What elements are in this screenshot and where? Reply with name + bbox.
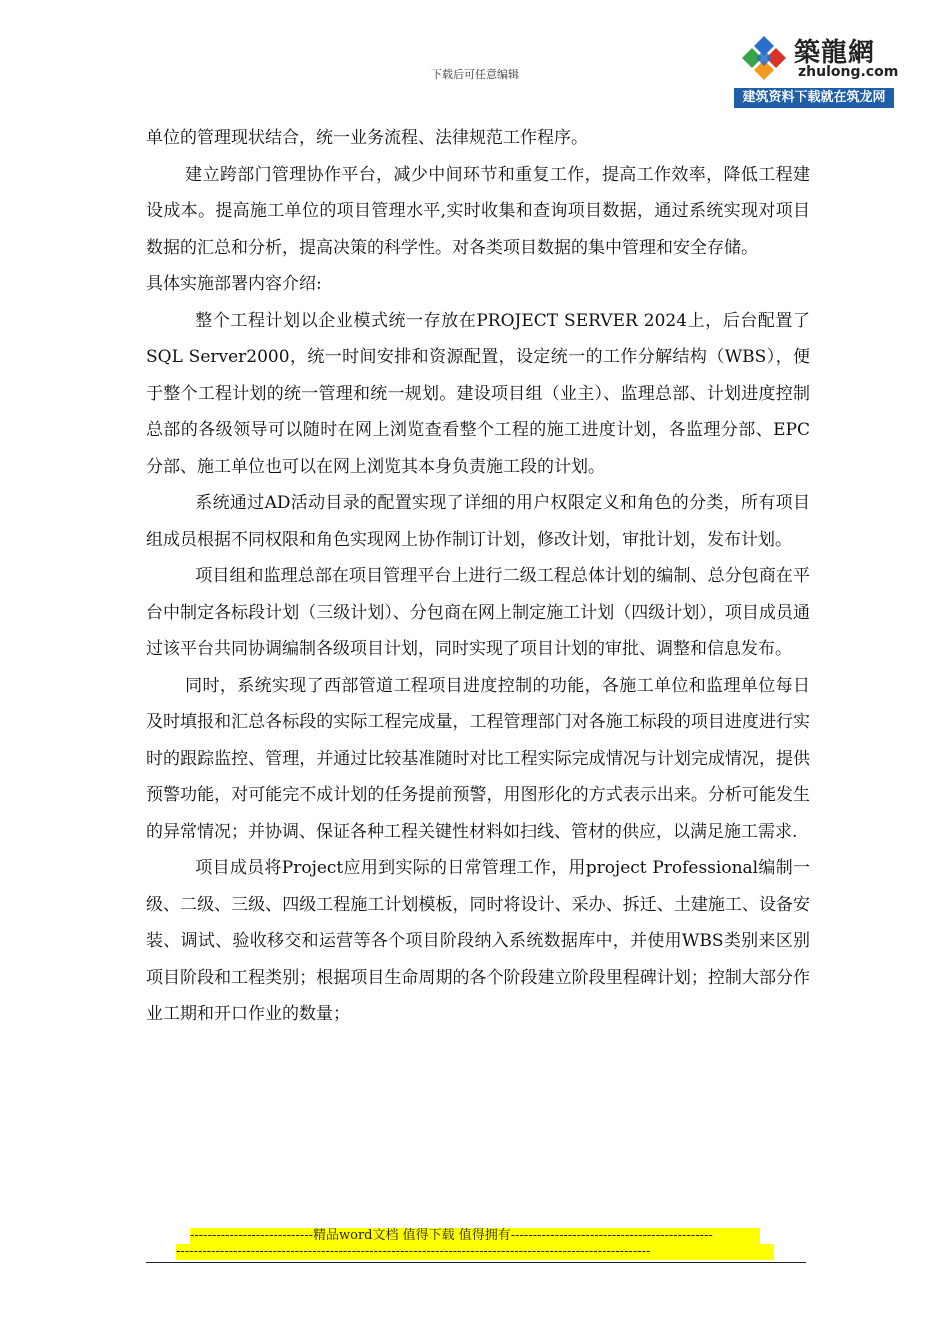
paragraph: 建立跨部门管理协作平台，减少中间环节和重复工作，提高工作效率，降低工程建设成本。提高施工单位的项目管理水平,实时收集和查询项目数据，通过系统实现对项目数据的汇总和分析，提高决策的科学性。对各类项目数据的集中管理和安全存储。 (146, 164, 810, 258)
logo-slogan: 建筑资料下载就在筑龙网 (734, 88, 894, 108)
paragraph: 同时，系统实现了西部管道工程项目进度控制的功能，各施工单位和监理单位每日及时填报和汇总各标段的实际工程完成量，工程管理部门对各施工标段的项目进度进行实时的跟踪监控、管理，并通过比较基准随时对比工程实际完成情况与计划完成情况，提供预警功能，对可能完不成计划的任务提前预警，用图形化的方式表示出来。分析可能发生的异常情况；并协调、保证各种工程关键性材料如扫线、管材的供应，以满足施工需求. (146, 675, 810, 842)
logo-mark-icon (740, 34, 788, 82)
paragraph: 整个工程计划以企业模式统一存放在PROJECT SERVER 2024上，后台配置了SQL Server2000，统一时间安排和资源配置，设定统一的工作分解结构（WBS），便于整个工程计划的统一管理和统一规划。建设项目组（业主）、监理总部、计划进度控制总部的各级领导可以随时在网上浏览查看整个工程的施工进度计划，各监理分部、EPC分部、施工单位也可以在网上浏览其本身负责施工段的计划。 (146, 310, 810, 477)
footer-banner-dashes: ------------------------------------------------------------------------------------------------------------ (176, 1244, 774, 1260)
page-header-note: 下载后可任意编辑 (431, 68, 519, 81)
footer-banner: ----------------------------精品word文档 值得下载 值得拥有---------------------------------------------- (190, 1228, 760, 1244)
logo-url: zhulong.com (798, 64, 899, 80)
logo-name: 築龍網 (794, 38, 876, 68)
paragraph: 项目组和监理总部在项目管理平台上进行二级工程总体计划的编制、总分包商在平台中制定各标段计划（三级计划）、分包商在网上制定施工计划（四级计划），项目成员通过该平台共同协调编制各级项目计划，同时实现了项目计划的审批、调整和信息发布。 (146, 566, 810, 659)
footer-divider (146, 1262, 806, 1263)
section-heading: 具体实施部署内容介绍: (146, 274, 322, 294)
document-body (146, 120, 810, 1033)
paragraph: 系统通过AD活动目录的配置实现了详细的用户权限定义和角色的分类，所有项目组成员根据不同权限和角色实现网上协作制订计划，修改计划，审批计划，发布计划。 (146, 493, 810, 550)
paragraph: 项目成员将Project应用到实际的日常管理工作，用project Professional编制一级、二级、三级、四级工程施工计划模板，同时将设计、采办、拆迁、土建施工、设备安装、调试、验收移交和运营等各个项目阶段纳入系统数据库中，并使用WBS类别来区别项目阶段和工程类别；根据项目生命周期的各个阶段建立阶段里程碑计划；控制大部分作业工期和开口作业的数量； (146, 858, 810, 1024)
zhulong-logo[interactable] (734, 30, 899, 108)
logo-top (734, 30, 899, 88)
paragraph: 单位的管理现状结合，统一业务流程、法律规范工作程序。 (146, 128, 588, 148)
